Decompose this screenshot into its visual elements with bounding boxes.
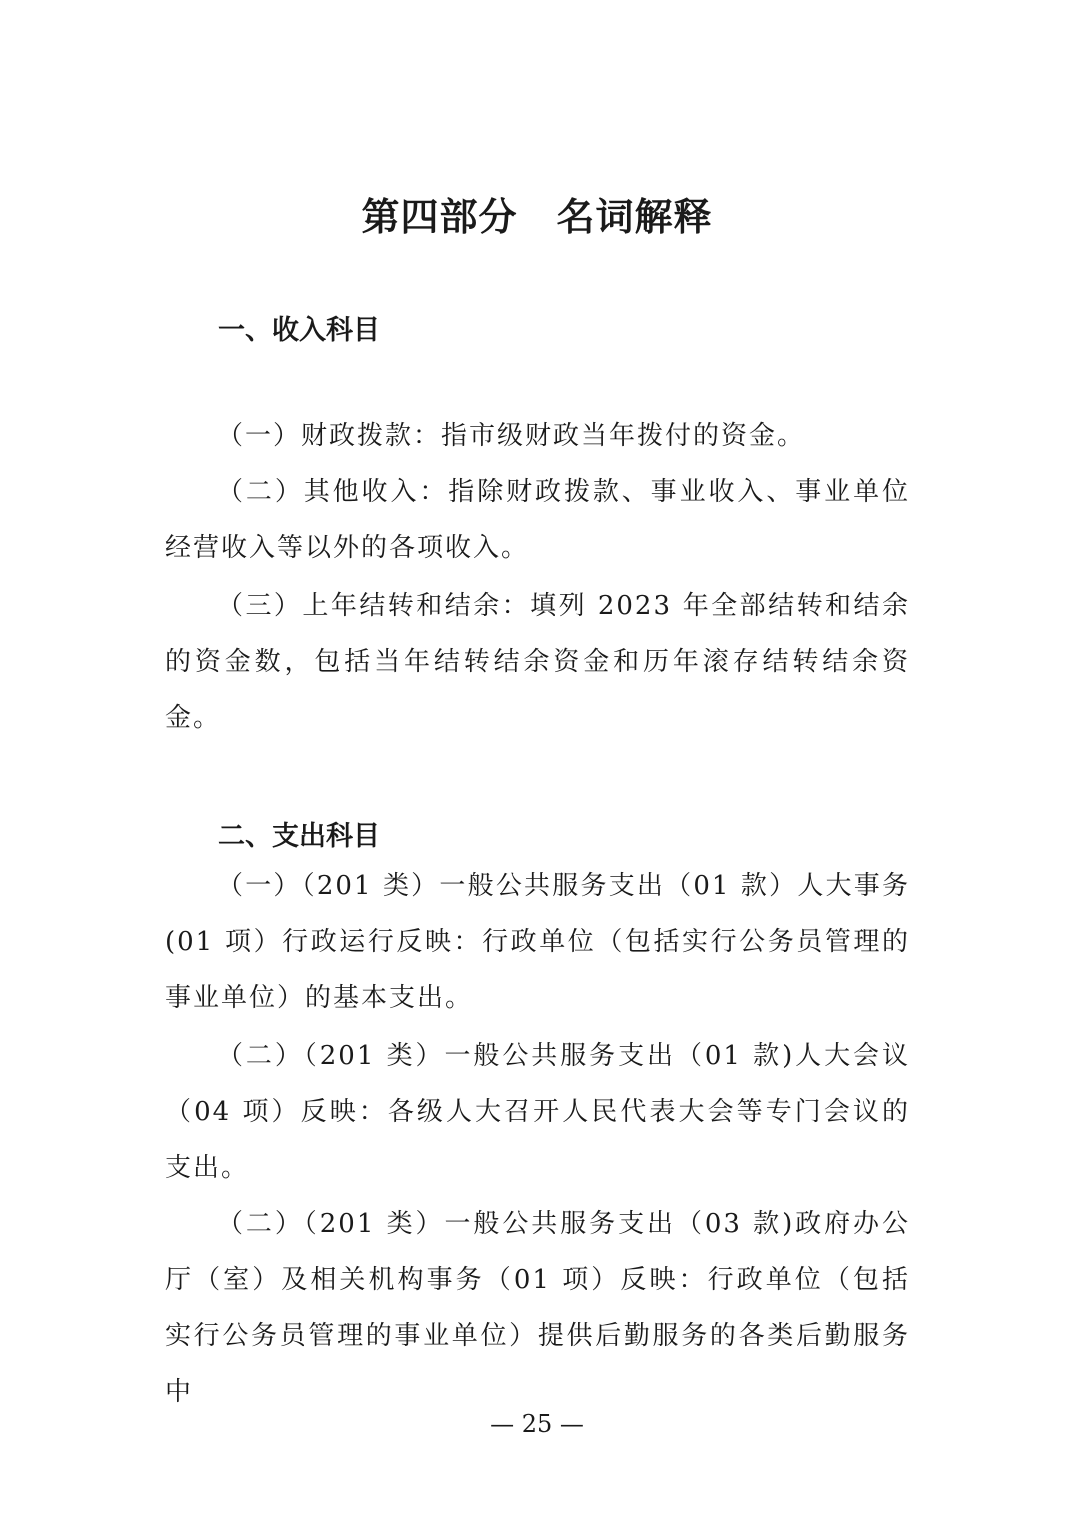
section-heading-expenditure: 二、支出科目 (218, 821, 380, 852)
page-number: — 25 — (490, 1410, 584, 1438)
page-title: 第四部分 名词解释 (361, 195, 713, 239)
paragraph-expenditure-2: （二）（201 类）一般公共服务支出（01 款)人大会议（04 项）反映：各级人大召开人民代表大会等专门会议的支出。 (165, 1041, 910, 1183)
paragraph-income-1: （一）财政拨款：指市级财政当年拨付的资金。 (217, 421, 806, 451)
paragraph-expenditure-1: （一）（201 类）一般公共服务支出（01 款）人大事务(01 项）行政运行反映：行政单位（包括实行公务员管理的事业单位）的基本支出。 (165, 871, 910, 1013)
paragraph-expenditure-3: （二）（201 类）一般公共服务支出（03 款)政府办公厅（室）及相关机构事务（01 项）反映：行政单位（包括实行公务员管理的事业单位）提供后勤服务的各类后勤服务中 (165, 1209, 910, 1407)
paragraph-income-3: （三）上年结转和结余：填列 2023 年全部结转和结余的资金数，包括当年结转结余资金和历年滚存结转结余资金。 (165, 591, 910, 733)
paragraph-income-2: （二）其他收入：指除财政拨款、事业收入、事业单位经营收入等以外的各项收入。 (165, 477, 910, 563)
section-heading-income: 一、收入科目 (218, 315, 380, 346)
